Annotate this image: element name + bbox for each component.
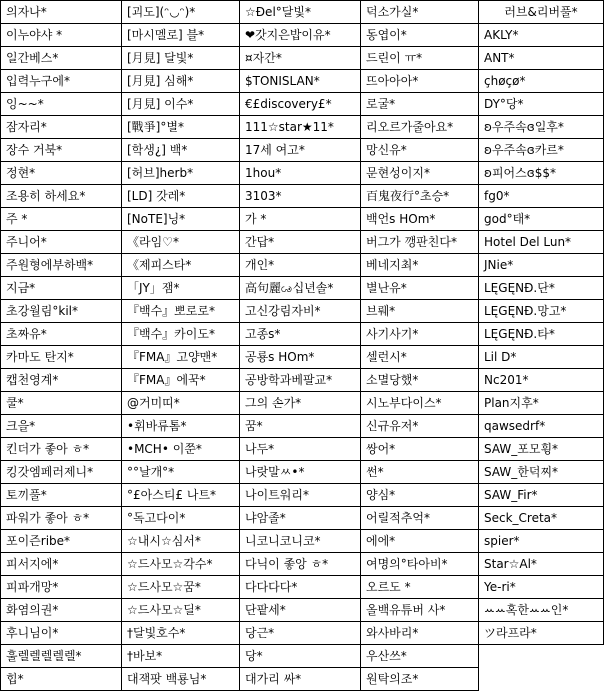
table-cell: [허브]herb* bbox=[122, 162, 240, 185]
table-cell: 힙* bbox=[1, 668, 122, 691]
table-row bbox=[1, 185, 604, 208]
table-cell: 장수 거북* bbox=[1, 139, 122, 162]
table-row bbox=[1, 530, 604, 553]
table-cell: ʚ우주속ɞ카르* bbox=[479, 139, 604, 162]
table-cell: 어릴적추억* bbox=[361, 507, 479, 530]
table-cell: 로굴* bbox=[361, 93, 479, 116]
table-cell: 다다다다* bbox=[240, 576, 361, 599]
table-cell: 베네지최* bbox=[361, 254, 479, 277]
table-cell: 별난유* bbox=[361, 277, 479, 300]
table-cell: Plan지후* bbox=[479, 392, 604, 415]
table-cell: 토끼풀* bbox=[1, 484, 122, 507]
table-cell: 「JY」잼* bbox=[122, 277, 240, 300]
table-cell: •휘바류톰* bbox=[122, 415, 240, 438]
table-cell: 브뤠* bbox=[361, 300, 479, 323]
table-cell: [月見] 이수* bbox=[122, 93, 240, 116]
table-cell: †바보* bbox=[122, 645, 240, 668]
table-cell: [마시멜로] 블* bbox=[122, 24, 240, 47]
table-row bbox=[1, 323, 604, 346]
table-cell: ʚ피어스ɞ$$* bbox=[479, 162, 604, 185]
table-cell: ☆Ðel°달빛* bbox=[240, 1, 361, 24]
table-cell: 피파개망* bbox=[1, 576, 122, 599]
table-row bbox=[1, 277, 604, 300]
table-cell: [月見] 심해* bbox=[122, 70, 240, 93]
table-cell: ꕀꕀ혹한ꕀꕀ인* bbox=[479, 599, 604, 622]
table-cell: 초강월림°kil* bbox=[1, 300, 122, 323]
table-cell bbox=[479, 645, 604, 668]
table-cell: 버그가 깽판친다* bbox=[361, 231, 479, 254]
table-cell: °독고다이* bbox=[122, 507, 240, 530]
table-cell: 킨더가 좋아 ㅎ* bbox=[1, 438, 122, 461]
table-cell: 초짜유* bbox=[1, 323, 122, 346]
table-cell: SAW_포모휭* bbox=[479, 438, 604, 461]
table-cell: 『FMA』에꾹* bbox=[122, 369, 240, 392]
table-row bbox=[1, 392, 604, 415]
table-cell: 조용히 하세요* bbox=[1, 185, 122, 208]
table-cell: 피서지에* bbox=[1, 553, 122, 576]
table-cell: 우산쓰* bbox=[361, 645, 479, 668]
table-row bbox=[1, 24, 604, 47]
table-cell: 《라임♡* bbox=[122, 231, 240, 254]
table-cell: 백언s HOm* bbox=[361, 208, 479, 231]
table-row bbox=[1, 438, 604, 461]
table-cell: [LD] 갓레* bbox=[122, 185, 240, 208]
table-cell: 냐암졸* bbox=[240, 507, 361, 530]
table-cell: ☆내시☆심서* bbox=[122, 530, 240, 553]
table-cell: ¤자간* bbox=[240, 47, 361, 70]
table-cell: 니코니코니코* bbox=[240, 530, 361, 553]
table-cell: •MCH• 이쭌* bbox=[122, 438, 240, 461]
table-cell: 에에* bbox=[361, 530, 479, 553]
table-cell: Ye-ri* bbox=[479, 576, 604, 599]
table-cell: 『FMA』고양맨* bbox=[122, 346, 240, 369]
table-cell: 주 * bbox=[1, 208, 122, 231]
table-cell: SAW_한덕찌* bbox=[479, 461, 604, 484]
table-cell: 대가리 싸* bbox=[240, 668, 361, 691]
table-cell: 高句麗ꧬ십년솔* bbox=[240, 277, 361, 300]
table-row bbox=[1, 116, 604, 139]
table-cell: ☆드사모☆각수* bbox=[122, 553, 240, 576]
table-cell: 쿨* bbox=[1, 392, 122, 415]
table-cell: 『백수』카이도* bbox=[122, 323, 240, 346]
table-row bbox=[1, 139, 604, 162]
table-cell: ツ라프라* bbox=[479, 622, 604, 645]
table-row bbox=[1, 553, 604, 576]
table-cell: 《제피스타* bbox=[122, 254, 240, 277]
table-cell: ❤갓지은밥이유* bbox=[240, 24, 361, 47]
table-cell: 러브&리버풀* bbox=[479, 1, 604, 24]
table-cell: 문현성이지* bbox=[361, 162, 479, 185]
table-cell: 이누야샤 * bbox=[1, 24, 122, 47]
table-row bbox=[1, 484, 604, 507]
table-cell: 꿈* bbox=[240, 415, 361, 438]
table-cell: 3103* bbox=[240, 185, 361, 208]
table-row bbox=[1, 70, 604, 93]
table-cell: 덕소가실* bbox=[361, 1, 479, 24]
table-cell: 동엽이* bbox=[361, 24, 479, 47]
table-cell: 나이트워리* bbox=[240, 484, 361, 507]
table-cell: god°태* bbox=[479, 208, 604, 231]
table-cell: ☆드사모☆딜* bbox=[122, 599, 240, 622]
table-cell: 올백유튜버 사* bbox=[361, 599, 479, 622]
table-cell: 간답* bbox=[240, 231, 361, 254]
table-row bbox=[1, 254, 604, 277]
table-cell: LĘGĘNĐ.망고* bbox=[479, 300, 604, 323]
table-cell: †달빛호수* bbox=[122, 622, 240, 645]
table-cell: 111☆star★11* bbox=[240, 116, 361, 139]
table-row bbox=[1, 47, 604, 70]
table-row bbox=[1, 599, 604, 622]
table-cell: 고종s* bbox=[240, 323, 361, 346]
table-cell: 잉~~* bbox=[1, 93, 122, 116]
table-row bbox=[1, 93, 604, 116]
table-cell: [학생¿] 백* bbox=[122, 139, 240, 162]
table-cell: 주원형에부하백* bbox=[1, 254, 122, 277]
table-cell: DY°당* bbox=[479, 93, 604, 116]
table-row bbox=[1, 461, 604, 484]
table-row bbox=[1, 645, 604, 668]
table-cell: 의자나* bbox=[1, 1, 122, 24]
table-cell: 화염의권* bbox=[1, 599, 122, 622]
table-cell: 셀런시* bbox=[361, 346, 479, 369]
table-cell: 파워가 좋아 ㅎ* bbox=[1, 507, 122, 530]
table-cell: 뜨아아아* bbox=[361, 70, 479, 93]
table-cell: 시노부다이스* bbox=[361, 392, 479, 415]
table-cell: 훌렐렐렐렐렐* bbox=[1, 645, 122, 668]
table-cell: 주니어* bbox=[1, 231, 122, 254]
table-cell: 오르도 * bbox=[361, 576, 479, 599]
table-cell: °°날개°* bbox=[122, 461, 240, 484]
table-row bbox=[1, 1, 604, 24]
table-row bbox=[1, 369, 604, 392]
table-cell: €£discovery£* bbox=[240, 93, 361, 116]
table-cell: qawsedrf* bbox=[479, 415, 604, 438]
table-cell: 사기사기* bbox=[361, 323, 479, 346]
table-cell: 원탁의조* bbox=[361, 668, 479, 691]
table-cell: 캡천영계* bbox=[1, 369, 122, 392]
table-cell: [괴도](ᵔ◡ᵔ)* bbox=[122, 1, 240, 24]
table-cell: 양심* bbox=[361, 484, 479, 507]
table-cell: 포이즌ribe* bbox=[1, 530, 122, 553]
table-cell: 카마도 탄지* bbox=[1, 346, 122, 369]
table-cell: [NoTE]닝* bbox=[122, 208, 240, 231]
table-cell: 공룡s HOm* bbox=[240, 346, 361, 369]
table-cell: 일간베스* bbox=[1, 47, 122, 70]
table-cell: 공방학과베팔교* bbox=[240, 369, 361, 392]
table-cell: spier* bbox=[479, 530, 604, 553]
table-cell: [戰爭]°별* bbox=[122, 116, 240, 139]
table-row bbox=[1, 507, 604, 530]
table-cell: 킹갓엠페러제니* bbox=[1, 461, 122, 484]
table-cell: LĘGĘNĐ.타* bbox=[479, 323, 604, 346]
table-cell: 나두* bbox=[240, 438, 361, 461]
table-cell: JNie* bbox=[479, 254, 604, 277]
table-cell: Seck_Creta* bbox=[479, 507, 604, 530]
table-cell: 17세 여고* bbox=[240, 139, 361, 162]
table-cell: Nc201* bbox=[479, 369, 604, 392]
table-cell: 정현* bbox=[1, 162, 122, 185]
table-cell: ANT* bbox=[479, 47, 604, 70]
table-row bbox=[1, 208, 604, 231]
table-cell: 고신강림자비* bbox=[240, 300, 361, 323]
table-row bbox=[1, 346, 604, 369]
table-cell: 썬* bbox=[361, 461, 479, 484]
table-row bbox=[1, 576, 604, 599]
table-cell: [月見] 달빛* bbox=[122, 47, 240, 70]
table-cell: $TONISLAN* bbox=[240, 70, 361, 93]
table-row bbox=[1, 415, 604, 438]
table-cell: 여명의°타아비* bbox=[361, 553, 479, 576]
table-cell: LĘGĘNĐ.단* bbox=[479, 277, 604, 300]
table-row bbox=[1, 300, 604, 323]
table-cell: 후니님이* bbox=[1, 622, 122, 645]
table-cell: 리오르가줄아요* bbox=[361, 116, 479, 139]
table-cell: 입력누구에* bbox=[1, 70, 122, 93]
table-cell: 잠자리* bbox=[1, 116, 122, 139]
table-cell bbox=[479, 668, 604, 691]
table-cell: 드린이 ㅠ* bbox=[361, 47, 479, 70]
table-cell: @거미띠* bbox=[122, 392, 240, 415]
table-cell: 신규유저* bbox=[361, 415, 479, 438]
table-cell: 단팥세* bbox=[240, 599, 361, 622]
table-cell: 개인* bbox=[240, 254, 361, 277]
table-cell: Lil D* bbox=[479, 346, 604, 369]
table-cell: Star☆Al* bbox=[479, 553, 604, 576]
table-cell: 쌍어* bbox=[361, 438, 479, 461]
nickname-table-body bbox=[1, 1, 604, 691]
table-cell: 그의 손가* bbox=[240, 392, 361, 415]
table-cell: SAW_Fir* bbox=[479, 484, 604, 507]
table-cell: 다닉이 좋앙 ㅎ* bbox=[240, 553, 361, 576]
table-cell: AKLY* bbox=[479, 24, 604, 47]
table-row bbox=[1, 668, 604, 691]
table-cell: 망신유* bbox=[361, 139, 479, 162]
table-cell: 1hou* bbox=[240, 162, 361, 185]
table-cell: 나랏말ㅆ•* bbox=[240, 461, 361, 484]
table-cell: 와사바리* bbox=[361, 622, 479, 645]
table-cell: 『백수』뽀로로* bbox=[122, 300, 240, 323]
table-cell: 지금* bbox=[1, 277, 122, 300]
table-cell: Hotel Del Lun* bbox=[479, 231, 604, 254]
table-cell: ☆드사모☆꿈* bbox=[122, 576, 240, 599]
table-cell: 당근* bbox=[240, 622, 361, 645]
table-cell: 百鬼夜行°초승* bbox=[361, 185, 479, 208]
table-cell: çhøçø* bbox=[479, 70, 604, 93]
table-row bbox=[1, 622, 604, 645]
table-cell: 대잭팟 백룡님* bbox=[122, 668, 240, 691]
table-cell: 소멸당했* bbox=[361, 369, 479, 392]
table-cell: °£아스티£ 나트* bbox=[122, 484, 240, 507]
table-cell: 가 * bbox=[240, 208, 361, 231]
table-cell: fg0* bbox=[479, 185, 604, 208]
table-cell: ʚ우주속ɞ일후* bbox=[479, 116, 604, 139]
table-cell: 크을* bbox=[1, 415, 122, 438]
table-cell: 당* bbox=[240, 645, 361, 668]
table-row bbox=[1, 162, 604, 185]
table-row bbox=[1, 231, 604, 254]
